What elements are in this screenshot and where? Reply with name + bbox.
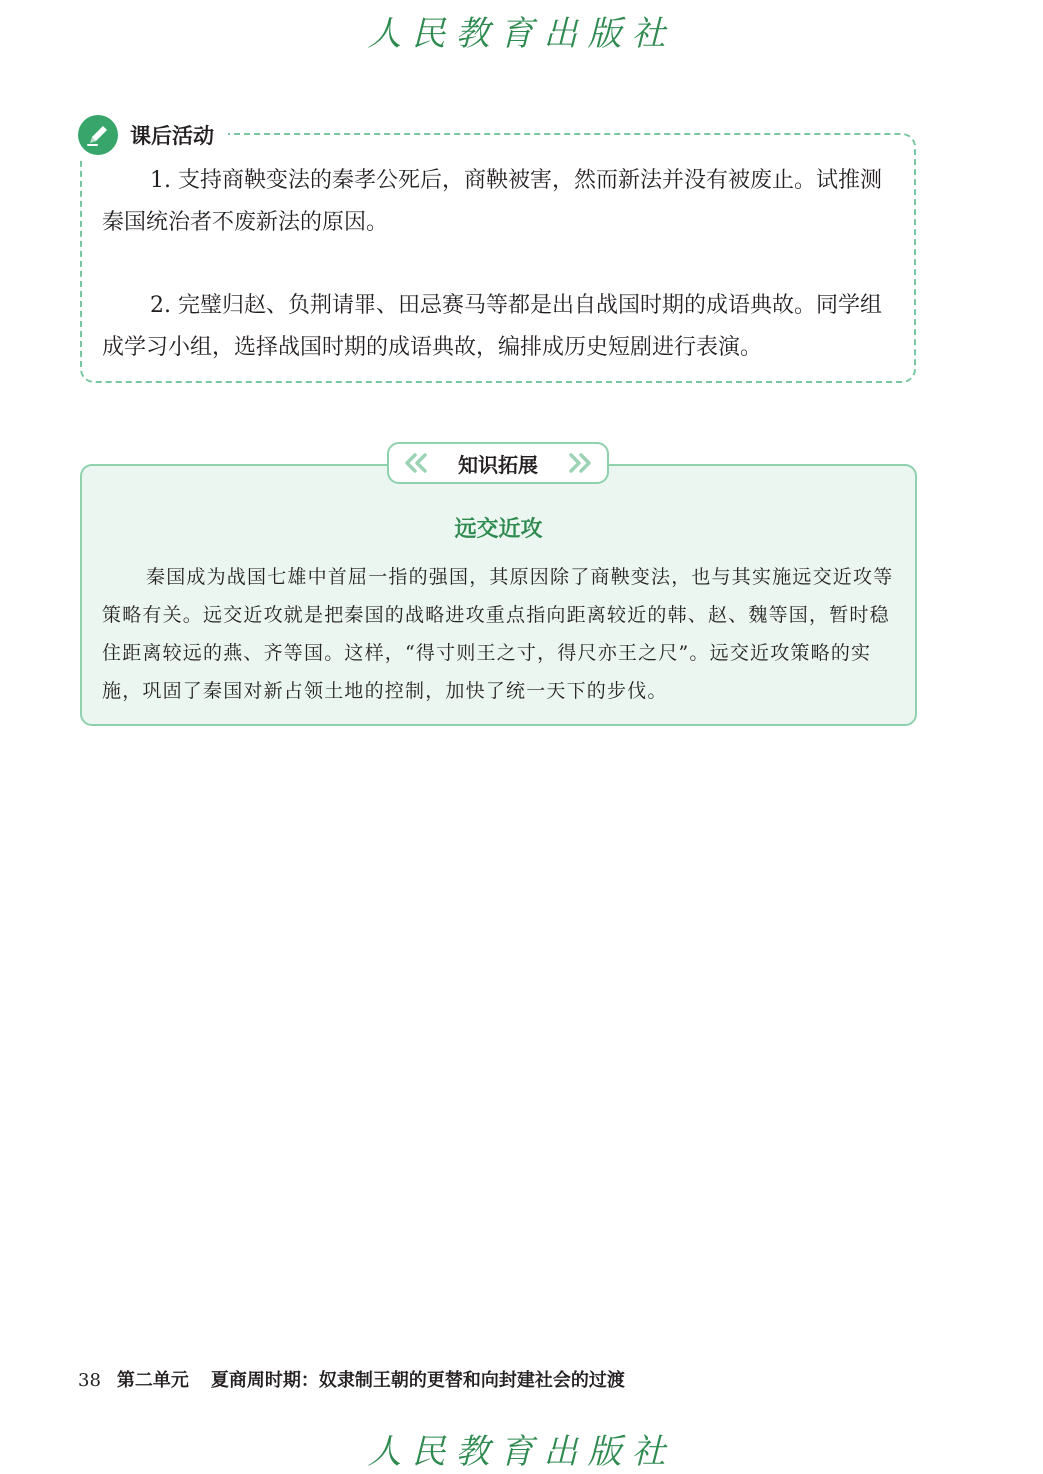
knowledge-body: 秦国成为战国七雄中首屈一指的强国，其原因除了商鞅变法，也与其实施远交近攻等策略有关。远交近攻就是把秦国的战略进攻重点指向距离较近的韩、赵、魏等国，暂时稳住距离较远的燕、齐等国。这样，“得寸则王之寸，得尺亦王之尺”。远交近攻策略的实施，巩固了秦国对新占领土地的控制，加快了统一天下的步伐。 xyxy=(102,566,894,702)
page-footer xyxy=(78,1366,625,1392)
chevron-left-icon xyxy=(403,452,431,474)
pencil-icon xyxy=(78,115,118,155)
publisher-watermark-top: 人民教育出版社 xyxy=(367,14,676,54)
knowledge-tab xyxy=(387,442,609,484)
activity-title: 课后活动 xyxy=(130,124,214,148)
activity-item-1: 1. 支持商鞅变法的秦孝公死后，商鞅被害，然而新法并没有被废止。试推测秦国统治者不废新法的原因。 xyxy=(102,168,882,235)
knowledge-heading: 远交近攻 xyxy=(454,517,543,542)
activity-header xyxy=(78,113,228,157)
activity-item-2: 2. 完璧归赵、负荆请罪、田忌赛马等都是出自战国时期的成语典故。同学组成学习小组，选择战国时期的成语典故，编排成历史短剧进行表演。 xyxy=(102,293,882,360)
unit-label: 第二单元 xyxy=(116,1370,189,1391)
chevron-right-icon xyxy=(565,452,593,474)
knowledge-tab-title: 知识拓展 xyxy=(458,452,538,477)
page-number: 38 xyxy=(78,1370,101,1391)
publisher-watermark-bottom: 人民教育出版社 xyxy=(367,1432,676,1472)
period-title: 夏商周时期：奴隶制王朝的更替和向封建社会的过渡 xyxy=(210,1370,625,1391)
